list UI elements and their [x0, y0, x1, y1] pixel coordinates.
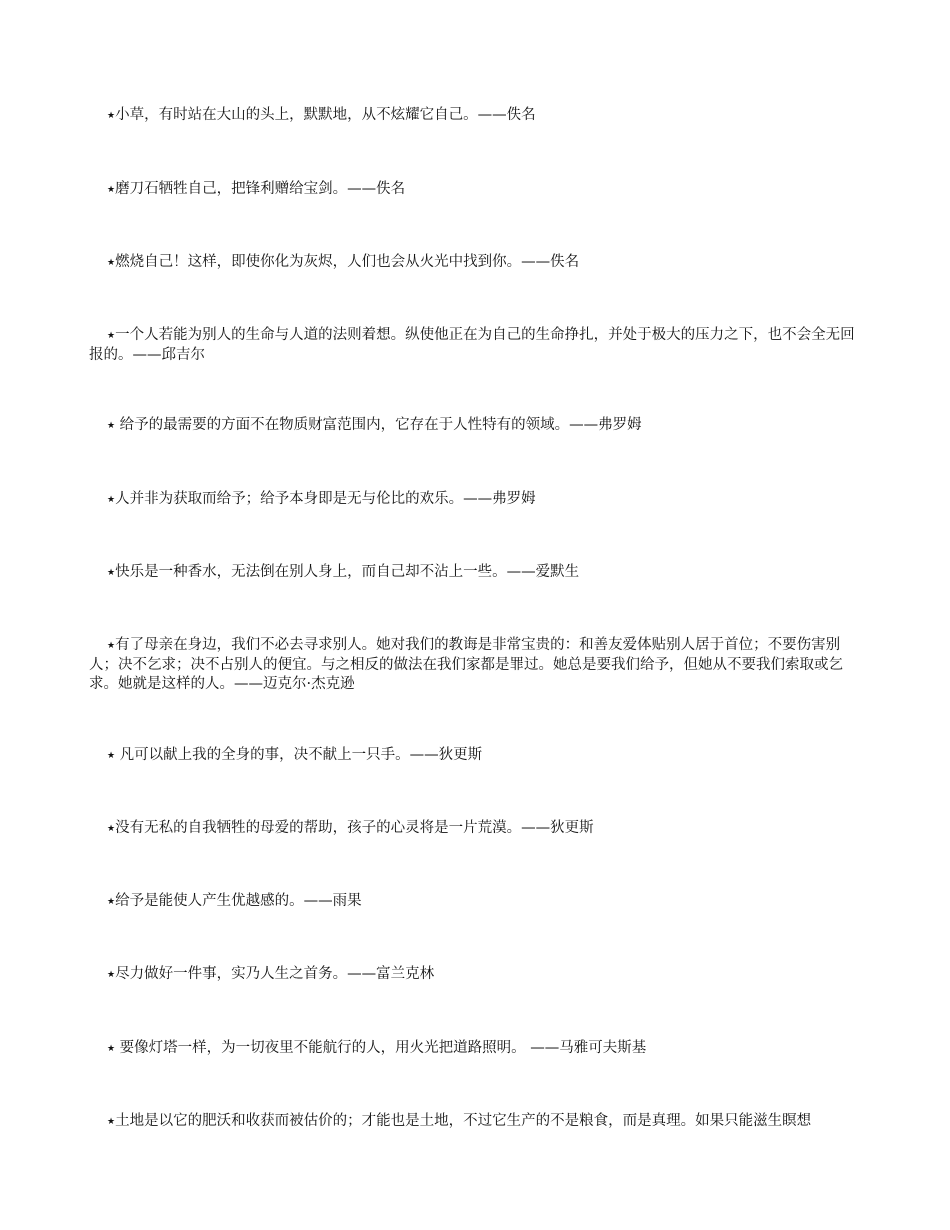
quote-2: [89, 180, 864, 200]
quote-8: [89, 636, 864, 694]
quote-text: 快乐是一种香水，无法倒在别人身上，而自己却不沾上一些。——爱默生: [115, 564, 580, 580]
quote-text: 土地是以它的肥沃和收获而被估价的；才能也是土地，不过它生产的不是粮食，而是真理。如果只能滋生瞑想: [115, 1113, 812, 1129]
quote-text: 给予的最需要的方面不在物质财富范围内，它存在于人性特有的领域。——弗罗姆: [115, 417, 642, 433]
quote-3: [89, 253, 864, 273]
star-icon: ★: [107, 568, 116, 578]
quote-text: 凡可以献上我的全身的事，决不献上一只手。——狄更斯: [115, 747, 483, 763]
quote-9: [89, 746, 864, 766]
quote-11: [89, 892, 864, 912]
quote-5: [89, 416, 864, 436]
star-icon: ★: [107, 751, 116, 761]
quote-text: 小草，有时站在大山的头上，默默地，从不炫耀它自己。——佚名: [115, 107, 536, 123]
star-icon: ★: [107, 897, 116, 907]
quote-6: [89, 490, 864, 510]
quote-text: 尽力做好一件事，实乃人生之首务。——富兰克林: [115, 966, 435, 982]
quote-text: 要像灯塔一样，为一切夜里不能航行的人，用火光把道路照明。 ——马雅可夫斯基: [115, 1040, 647, 1056]
star-icon: ★: [107, 1044, 116, 1054]
quote-7: [89, 563, 864, 583]
quote-text: 没有无私的自我牺牲的母爱的帮助，孩子的心灵将是一片荒漠。——狄更斯: [115, 820, 594, 836]
star-icon: ★: [107, 641, 116, 651]
quote-13: [89, 1039, 864, 1059]
quote-10: [89, 819, 864, 839]
quote-12: [89, 965, 864, 985]
star-icon: ★: [107, 824, 116, 834]
star-icon: ★: [107, 421, 116, 431]
quote-text: 给予是能使人产生优越感的。——雨果: [115, 893, 362, 909]
star-icon: ★: [107, 1117, 116, 1127]
quote-text: 磨刀石牺牲自己，把锋利赠给宝剑。——佚名: [115, 181, 406, 197]
quote-14: [89, 1112, 864, 1132]
quote-text: 燃烧自己！这样，即使你化为灰烬，人们也会从火光中找到你。——佚名: [115, 254, 580, 270]
quote-text: 人并非为获取而给予；给予本身即是无与伦比的欢乐。——弗罗姆: [115, 491, 536, 507]
star-icon: ★: [107, 111, 116, 121]
star-icon: ★: [107, 331, 116, 341]
quote-text: 一个人若能为别人的生命与人道的法则着想。纵使他正在为自己的生命挣扎，并处于极大的压力之下，也不会全无回报的。——邱吉尔: [89, 327, 855, 363]
quote-text: 有了母亲在身边，我们不必去寻求别人。她对我们的教诲是非常宝贵的：和善友爱体贴别人居于首位；不要伤害别人；决不乞求；决不占别人的便宜。与之相反的做法在我们家都是罪过。她总是要我们给予，但她从不要我们索取或乞求。她就是这样的人。——迈克尔·杰克逊: [89, 637, 843, 692]
star-icon: ★: [107, 970, 116, 980]
quote-1: [89, 106, 864, 126]
quote-4: [89, 326, 864, 365]
star-icon: ★: [107, 258, 116, 268]
star-icon: ★: [107, 495, 116, 505]
star-icon: ★: [107, 185, 116, 195]
